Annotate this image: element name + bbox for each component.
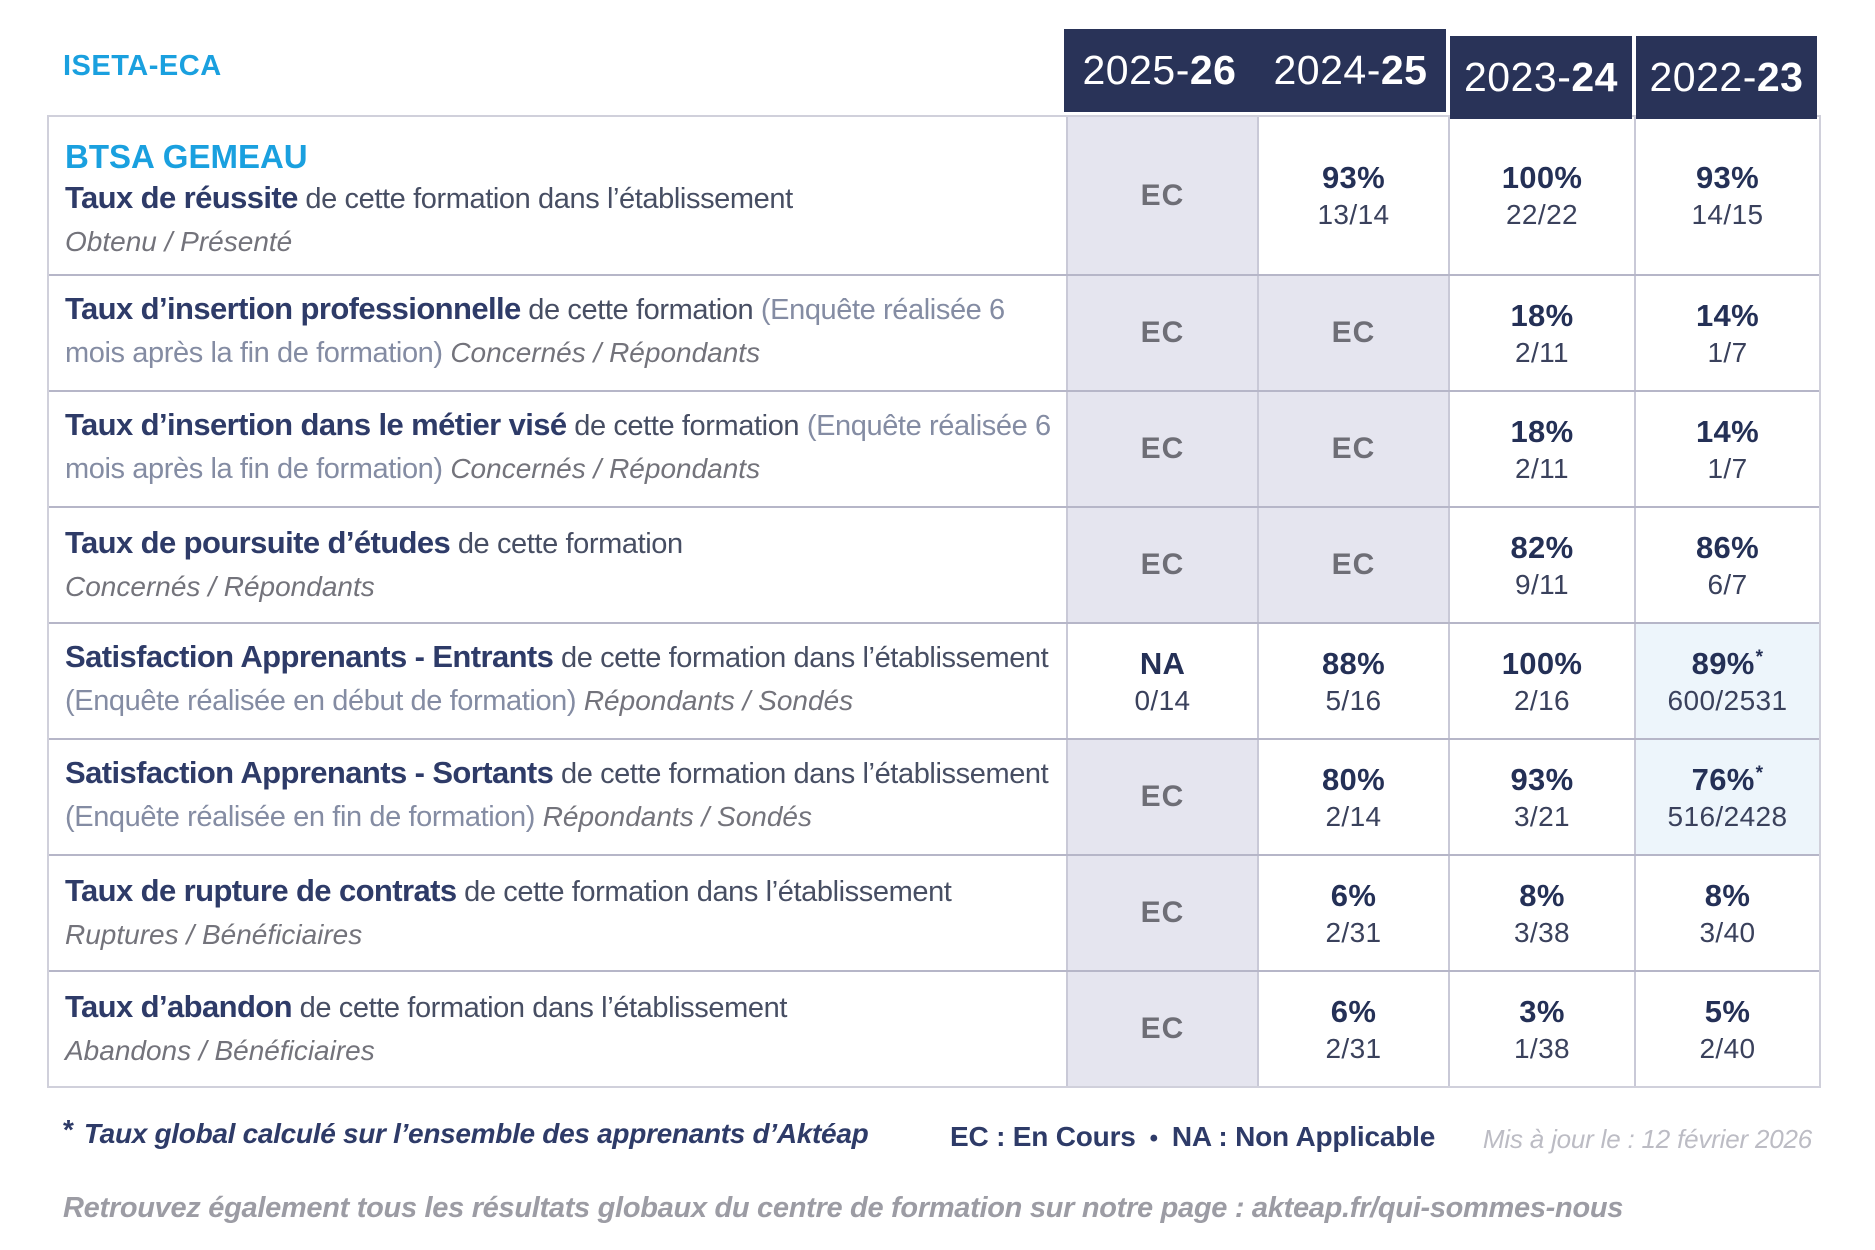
year-column-2022-23: 2022- 23 — [1636, 36, 1817, 119]
en-cours-label: EC — [1140, 432, 1185, 465]
metric-label — [65, 179, 1054, 223]
value-percentage: 18% — [1510, 297, 1574, 333]
table-row — [49, 970, 1819, 1086]
metric-ratio-caption: Concernés / Répondants — [65, 571, 375, 602]
value-fraction: 13/14 — [1317, 199, 1390, 230]
cell-value — [1257, 624, 1448, 738]
value-percentage: 14% — [1696, 413, 1759, 449]
value-fraction: 2/40 — [1699, 1032, 1756, 1064]
metric-ratio-caption: Concernés / Répondants — [450, 452, 761, 484]
value-percentage: 82% — [1510, 529, 1574, 565]
value-percentage: 3% — [1519, 993, 1565, 1029]
metric-ratio-caption: Répondants / Sondés — [583, 684, 854, 716]
value-fraction: 600/2531 — [1667, 684, 1788, 716]
cell-value — [1257, 972, 1448, 1086]
table-row — [49, 738, 1819, 854]
value-fraction: 1/7 — [1707, 452, 1748, 484]
value-percentage: 88% — [1322, 645, 1385, 681]
legend-na: NA : Non Applicable — [1171, 1121, 1436, 1152]
metric-description: de cette formation — [450, 528, 683, 560]
cell-value — [1448, 508, 1634, 622]
metric-survey-note: (Enquête réalisée 6 mois après la fin de formation) — [65, 409, 1051, 485]
metric-description: de cette formation — [520, 293, 761, 326]
value-percentage: 80% — [1322, 761, 1385, 797]
metric-label — [65, 638, 1054, 725]
cell-value — [1634, 392, 1819, 506]
metric-label-cell — [49, 856, 1066, 970]
program-title: BTSA GEMEAU — [65, 137, 308, 175]
metric-title: Taux de réussite — [65, 179, 298, 215]
value-percentage: 8% — [1519, 877, 1565, 913]
cell-value — [1634, 117, 1819, 274]
metric-ratio-caption: Ruptures / Bénéficiaires — [65, 919, 363, 950]
year-header-row — [1064, 29, 1817, 112]
value-fraction: 3/21 — [1513, 800, 1571, 832]
metric-label — [65, 524, 1054, 568]
value-percentage: 5% — [1704, 993, 1751, 1029]
cell-en-cours — [1066, 117, 1257, 274]
metric-ratio-caption: Abandons / Bénéficiaires — [65, 1035, 375, 1066]
value-fraction: 2/14 — [1325, 800, 1382, 832]
value-percentage: 100% — [1501, 645, 1583, 681]
value-fraction: 3/38 — [1513, 916, 1571, 948]
cell-value — [1448, 856, 1634, 970]
value-fraction: 516/2428 — [1667, 800, 1788, 832]
metric-label — [65, 406, 1054, 493]
metric-description: de cette formation dans l’établissement — [297, 182, 793, 215]
global-results-tagline: Retrouvez également tous les résultats globaux du centre de formation sur notre page : akteap.fr/qui-sommes-nous — [63, 1192, 1624, 1224]
metric-ratio-caption: Concernés / Répondants — [450, 336, 761, 368]
metric-title: Taux de poursuite d’études — [65, 525, 451, 560]
cell-en-cours — [1257, 276, 1448, 390]
value-percentage: 89%* — [1691, 645, 1764, 681]
cell-value — [1066, 624, 1257, 738]
cell-value — [1634, 508, 1819, 622]
cell-en-cours — [1066, 276, 1257, 390]
cell-value — [1634, 972, 1819, 1086]
metric-description: de cette formation dans l’établissement — [553, 757, 1049, 790]
value-percentage: 93% — [1322, 160, 1385, 195]
metric-title: Taux d’insertion dans le métier visé — [65, 406, 567, 442]
value-percentage: 8% — [1704, 877, 1751, 913]
value-fraction: 2/16 — [1513, 684, 1571, 716]
en-cours-label: EC — [1140, 178, 1185, 212]
metric-title: Taux d’insertion professionnelle — [65, 290, 521, 326]
value-percentage: 18% — [1510, 413, 1574, 449]
year-column-2025-26: 2025- 26 — [1064, 29, 1255, 112]
value-fraction: 22/22 — [1505, 199, 1579, 230]
en-cours-label: EC — [1140, 780, 1185, 813]
metric-label-cell — [49, 276, 1066, 390]
asterisk-footnote — [63, 1114, 869, 1150]
metric-description: de cette formation dans l’établissement — [553, 641, 1049, 674]
cell-value — [1448, 972, 1634, 1086]
value-fraction: 5/16 — [1325, 684, 1382, 716]
metric-label-cell — [49, 624, 1066, 738]
cell-value — [1448, 392, 1634, 506]
value-percentage: NA — [1139, 645, 1186, 681]
value-percentage: 14% — [1696, 297, 1759, 333]
cell-en-cours — [1257, 392, 1448, 506]
cell-value — [1634, 276, 1819, 390]
cell-en-cours — [1257, 508, 1448, 622]
metric-label-cell — [49, 117, 1066, 274]
metric-label-cell — [49, 740, 1066, 854]
value-fraction: 3/40 — [1699, 916, 1756, 948]
value-percentage: 86% — [1696, 529, 1759, 565]
en-cours-label: EC — [1331, 316, 1376, 349]
cell-en-cours — [1066, 392, 1257, 506]
en-cours-label: EC — [1331, 548, 1376, 581]
en-cours-label: EC — [1140, 896, 1185, 929]
value-percentage: 93% — [1696, 160, 1759, 195]
table-row — [49, 390, 1819, 506]
value-fraction: 1/7 — [1707, 336, 1748, 368]
asterisk-mark: * — [1755, 646, 1764, 668]
metric-description: de cette formation dans l’établissement — [291, 992, 787, 1024]
value-fraction: 2/31 — [1325, 1032, 1382, 1064]
value-fraction: 9/11 — [1514, 568, 1570, 600]
metrics-grid — [47, 115, 1821, 1088]
table-row — [49, 854, 1819, 970]
last-updated-date: Mis à jour le : 12 février 2026 — [1482, 1124, 1812, 1154]
cell-en-cours — [1066, 740, 1257, 854]
en-cours-label: EC — [1331, 432, 1376, 465]
en-cours-label: EC — [1140, 548, 1185, 581]
metric-description: de cette formation — [566, 409, 807, 442]
en-cours-label: EC — [1140, 316, 1185, 349]
year-column-2024-25: 2024- 25 — [1255, 29, 1446, 112]
cell-value — [1257, 740, 1448, 854]
metric-title: Satisfaction Apprenants - Sortants — [65, 754, 554, 790]
cell-value — [1448, 276, 1634, 390]
cell-value — [1634, 856, 1819, 970]
metric-label — [65, 754, 1054, 841]
cell-value — [1634, 624, 1819, 738]
results-table — [47, 29, 1821, 1088]
cell-value — [1257, 856, 1448, 970]
metric-title: Satisfaction Apprenants - Entrants — [65, 638, 554, 674]
value-fraction: 6/7 — [1707, 568, 1748, 600]
metric-survey-note: (Enquête réalisée en fin de formation) — [65, 800, 543, 833]
asterisk-mark: * — [63, 1114, 74, 1145]
value-fraction: 2/11 — [1514, 452, 1570, 484]
cell-value — [1448, 624, 1634, 738]
cell-value — [1634, 740, 1819, 854]
asterisk-note-text: Taux global calculé sur l’ensemble des apprenants d’Aktéap — [83, 1118, 869, 1149]
value-percentage: 6% — [1330, 877, 1377, 913]
abbreviation-legend — [950, 1121, 1435, 1153]
en-cours-label: EC — [1140, 1012, 1185, 1045]
value-fraction: 0/14 — [1134, 684, 1191, 716]
metric-label-cell — [49, 972, 1066, 1086]
cell-en-cours — [1066, 856, 1257, 970]
value-fraction: 2/11 — [1514, 336, 1570, 368]
metric-label-cell — [49, 392, 1066, 506]
metric-title: Taux de rupture de contrats — [65, 873, 457, 908]
table-row — [49, 622, 1819, 738]
value-percentage: 6% — [1330, 993, 1377, 1029]
metric-label — [65, 988, 1054, 1032]
legend-ec: EC : En Cours — [950, 1121, 1136, 1152]
table-row — [49, 274, 1819, 390]
cell-value — [1448, 117, 1634, 274]
metric-label — [65, 872, 1054, 916]
metric-label-cell — [49, 508, 1066, 622]
asterisk-mark: * — [1755, 762, 1764, 784]
value-percentage: 76%* — [1691, 761, 1764, 797]
legend-separator: • — [1149, 1125, 1158, 1152]
cell-en-cours — [1066, 972, 1257, 1086]
cell-value — [1448, 740, 1634, 854]
table-row — [49, 117, 1819, 274]
metric-survey-note: (Enquête réalisée 6 mois après la fin de formation) — [65, 293, 1005, 369]
table-row — [49, 506, 1819, 622]
year-header-group — [1064, 29, 1446, 112]
value-fraction: 2/31 — [1325, 916, 1382, 948]
metric-description: de cette formation dans l’établissement — [456, 876, 952, 908]
cell-value — [1257, 117, 1448, 274]
value-fraction: 1/38 — [1513, 1032, 1571, 1064]
metric-ratio-caption: Répondants / Sondés — [542, 800, 812, 832]
metric-survey-note: (Enquête réalisée en début de formation) — [65, 684, 584, 717]
value-percentage: 100% — [1501, 160, 1583, 195]
value-percentage: 93% — [1510, 761, 1574, 797]
org-name: ISETA-ECA — [63, 50, 222, 82]
year-column-2023-24: 2023- 24 — [1450, 36, 1632, 119]
metric-title: Taux d’abandon — [65, 989, 292, 1024]
cell-en-cours — [1066, 508, 1257, 622]
metric-label — [65, 290, 1054, 377]
metric-ratio-caption: Obtenu / Présenté — [65, 225, 293, 257]
value-fraction: 14/15 — [1691, 199, 1764, 230]
